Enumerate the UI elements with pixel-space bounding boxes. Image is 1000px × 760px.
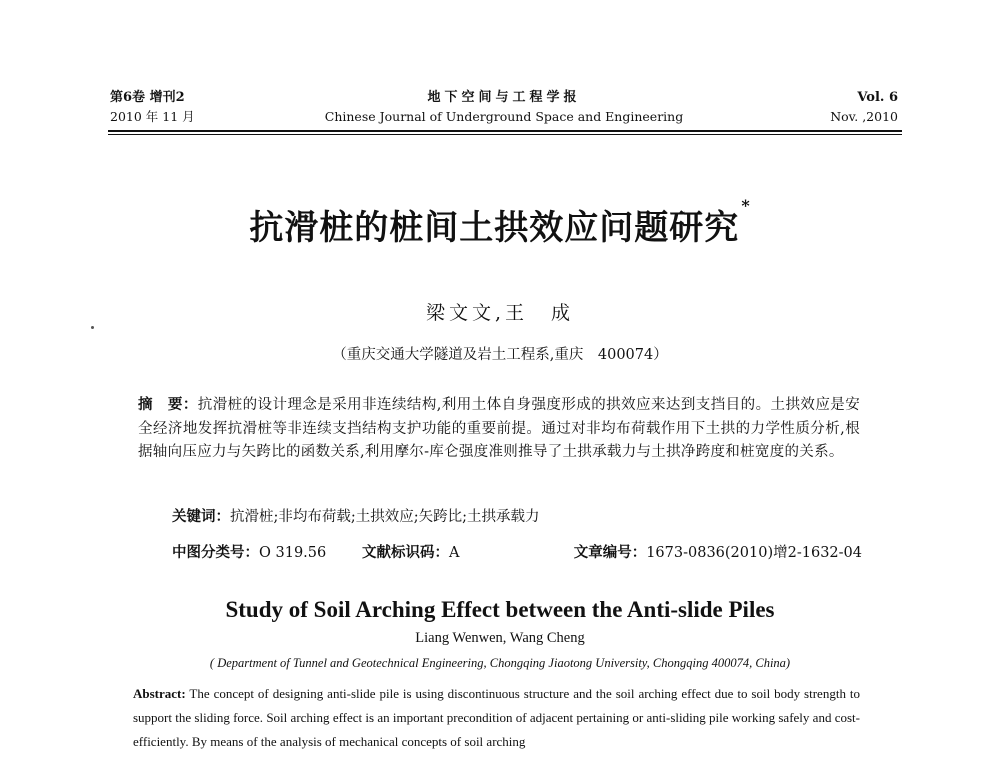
abstract-en-text: The concept of designing anti-slide pile is using discontinuous structure and the soil arching effect due to soil body strength to support the sliding force. Soil arching effect is an important precondition of adjacent pertaining or anti-sliding pile working safely and cost-efficiently. By means of the analysis of mechanical concepts of soil arching bbox=[133, 686, 860, 749]
affiliation-cn: （重庆交通大学隧道及岩土工程系,重庆 400074） bbox=[332, 347, 668, 363]
journal-name bbox=[108, 88, 900, 126]
affiliation-en: ( Department of Tunnel and Geotechnical Engineering, Chongqing Jiaotong University, Chongqing 400074, China) bbox=[209, 656, 791, 670]
volume-issue-cn: 第6卷 增刊2 bbox=[110, 90, 185, 105]
abstract-en bbox=[133, 682, 860, 754]
keywords-cn-text: 抗滑桩;非均布荷载;土拱效应;矢跨比;土拱承载力 bbox=[230, 509, 540, 525]
doc-code-label: 文献标识码： bbox=[362, 544, 449, 561]
authors-cn: 梁文文,王 成 bbox=[425, 302, 575, 324]
scan-speck bbox=[91, 326, 94, 329]
running-header bbox=[108, 88, 900, 132]
title-footnote-mark: * bbox=[741, 196, 751, 215]
clc-number bbox=[172, 542, 326, 564]
header-rule-thin bbox=[108, 134, 902, 135]
journal-name-en: Chinese Journal of Underground Space and Engineering bbox=[324, 109, 684, 124]
classification-line bbox=[172, 542, 862, 564]
paper-title-cn bbox=[0, 196, 1000, 249]
clc-label: 中图分类号： bbox=[172, 544, 259, 561]
volume-info bbox=[830, 88, 898, 126]
article-no-label: 文章编号： bbox=[573, 544, 647, 561]
article-no-value: 1673-0836(2010)增2-1632-04 bbox=[646, 545, 862, 561]
document-code bbox=[362, 542, 459, 564]
paper-title-en: Study of Soil Arching Effect between the Anti-slide Piles bbox=[225, 597, 775, 622]
doc-code-value: A bbox=[449, 545, 460, 561]
abstract-cn-label: 摘 要： bbox=[138, 396, 198, 413]
abstract-en-label: Abstract: bbox=[133, 686, 186, 701]
article-number bbox=[574, 542, 862, 564]
date-en: Nov. ,2010 bbox=[830, 109, 898, 124]
abstract-cn-text: 抗滑桩的设计理念是采用非连续结构,利用土体自身强度形成的拱效应来达到支挡目的。土拱效应是安全经济地发挥抗滑桩等非连续支挡结构支护功能的重要前提。通过对非均布荷载作用下土拱的力学性质分析,根据轴向压应力与矢跨比的函数关系,利用摩尔-库仑强度准则推导了土拱承载力与土拱净跨度和桩宽度的关系。 bbox=[138, 397, 861, 460]
date-cn: 2010 年 11 月 bbox=[110, 109, 195, 124]
paper-title-cn-text: 抗滑桩的桩间土拱效应问题研究 bbox=[249, 208, 740, 248]
keywords-cn-label: 关键词： bbox=[172, 508, 230, 525]
header-rule-thick bbox=[108, 130, 902, 132]
authors-en: Liang Wenwen, Wang Cheng bbox=[415, 630, 585, 646]
abstract-cn bbox=[138, 393, 860, 465]
journal-name-cn: 地下空间与工程学报 bbox=[427, 90, 581, 105]
volume-en: Vol. 6 bbox=[857, 90, 898, 105]
keywords-cn bbox=[172, 506, 862, 528]
clc-value: O 319.56 bbox=[259, 545, 327, 561]
